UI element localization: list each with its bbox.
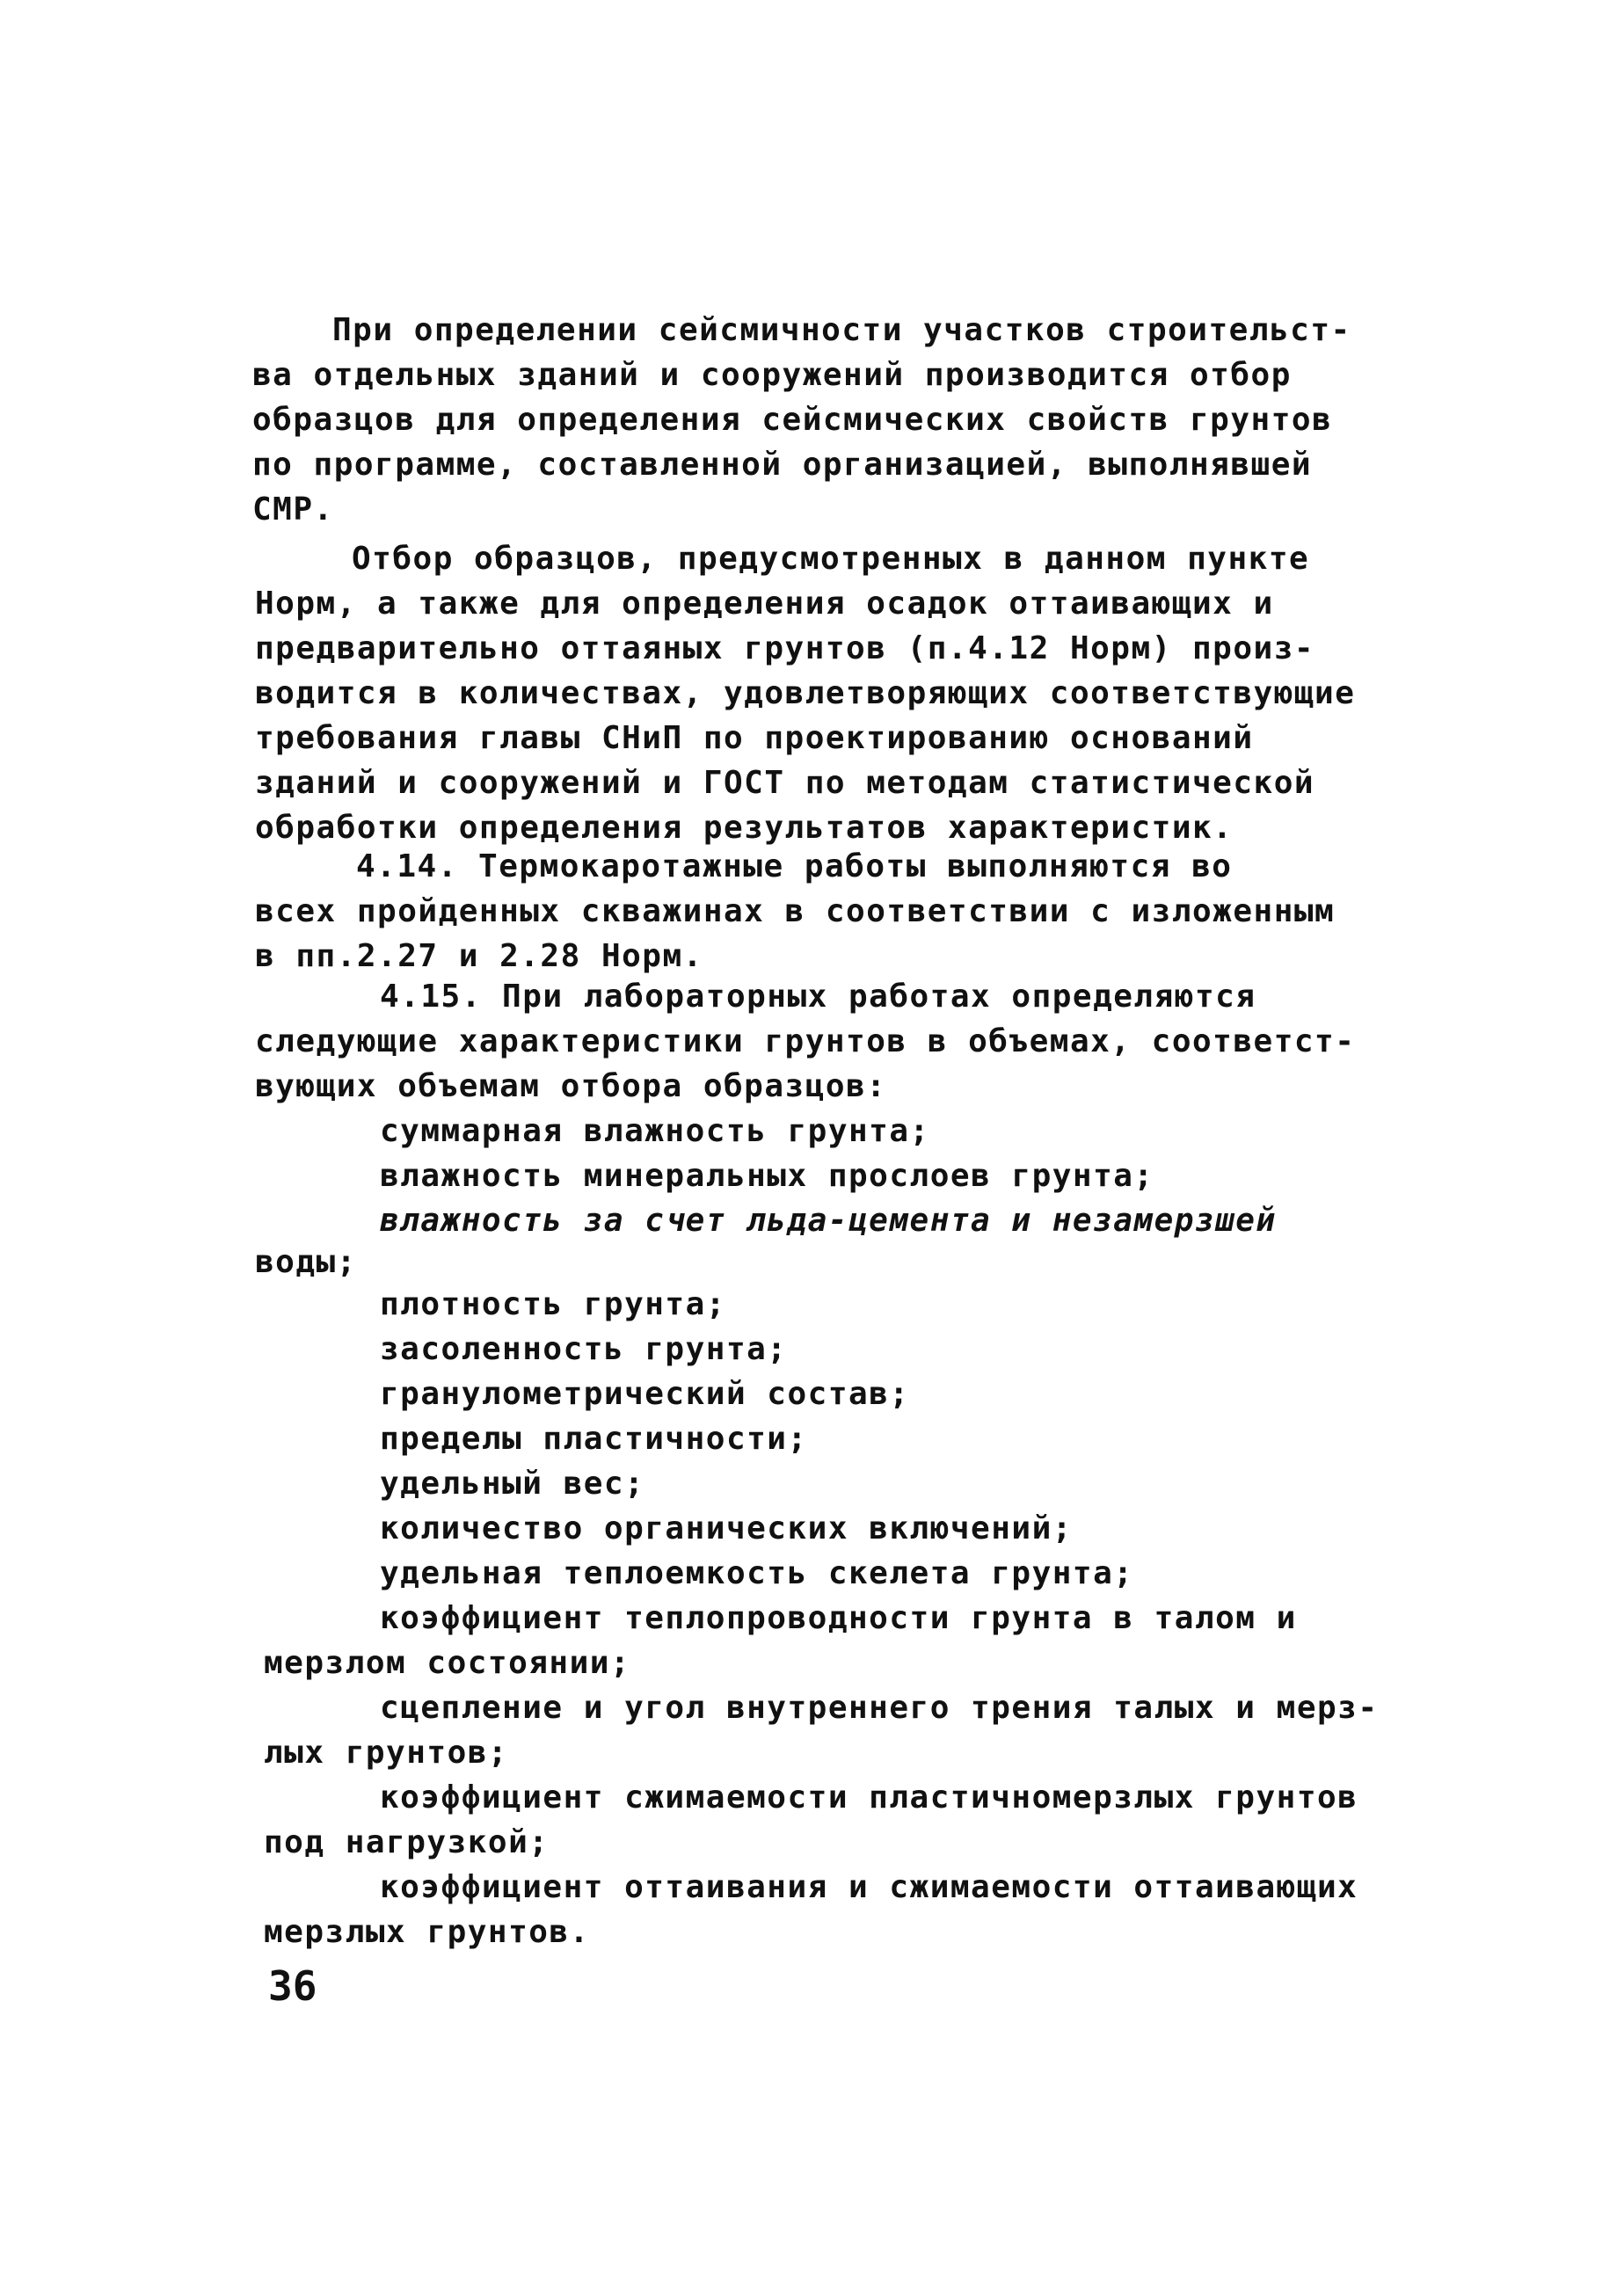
text-line: Норм, а также для определения осадок оттаивающих и [255,586,1274,622]
text-line: всех пройденных скважинах в соответствии с изложенным [255,893,1336,929]
list-item: влажность за счет льда-цемента и незамерзшей [380,1203,1277,1239]
list-item: пределы пластичности; [380,1421,808,1457]
list-item: суммарная влажность грунта; [380,1113,930,1149]
list-item: коэффициент сжимаемости пластичномерзлых грунтов [380,1779,1358,1816]
text-line: образцов для определения сейсмических свойств грунтов [252,402,1333,438]
list-item: воды; [255,1244,357,1280]
text-line: по программе, составленной организацией, выполнявшей [252,447,1313,483]
list-item: плотность грунта; [380,1286,726,1322]
text-line: зданий и сооружений и ГОСТ по методам статистической [255,765,1315,801]
text-line: Отбор образцов, предусмотренных в данном пункте [352,541,1310,577]
list-item: лых грунтов; [264,1735,509,1771]
list-item: мерзлых грунтов. [264,1914,590,1950]
text-line: предварительно оттаяных грунтов (п.4.12 Норм) произ- [255,630,1315,666]
list-item: коэффициент теплопроводности грунта в талом и [380,1600,1297,1636]
list-item: удельная теплоемкость скелета грунта; [380,1555,1134,1591]
list-item: гранулометрический состав; [380,1376,910,1412]
text-line: требования главы СНиП по проектированию оснований [255,720,1254,756]
list-item: под нагрузкой; [264,1824,550,1860]
list-item: засоленность грунта; [380,1331,788,1367]
text-line: СМР. [252,491,334,528]
text-line: в пп.2.27 и 2.28 Норм. [255,938,703,974]
text-line: следующие характеристики грунтов в объемах, соответст- [255,1023,1356,1059]
list-item: количество органических включений; [380,1510,1073,1546]
list-item: сцепление и угол внутреннего трения талых и мерз- [380,1690,1379,1726]
list-item: мерзлом состоянии; [264,1645,631,1681]
text-line: 4.15. При лабораторных работах определяются [380,979,1256,1015]
text-line: 4.14. Термокаротажные работы выполняются во [356,848,1233,884]
text-line: ва отдельных зданий и сооружений производится отбор [252,357,1292,393]
text-line: При определении сейсмичности участков строительст- [332,312,1351,348]
text-line: вующих объемам отбора образцов: [255,1068,887,1104]
page-number: 36 [268,1962,317,2010]
text-line: обработки определения результатов характеристик. [255,810,1234,846]
list-item: коэффициент оттаивания и сжимаемости оттаивающих [380,1869,1358,1905]
text-line: водится в количествах, удовлетворяющих соответствующие [255,675,1356,711]
list-item: удельный вес; [380,1466,645,1502]
list-item: влажность минеральных прослоев грунта; [380,1158,1154,1194]
